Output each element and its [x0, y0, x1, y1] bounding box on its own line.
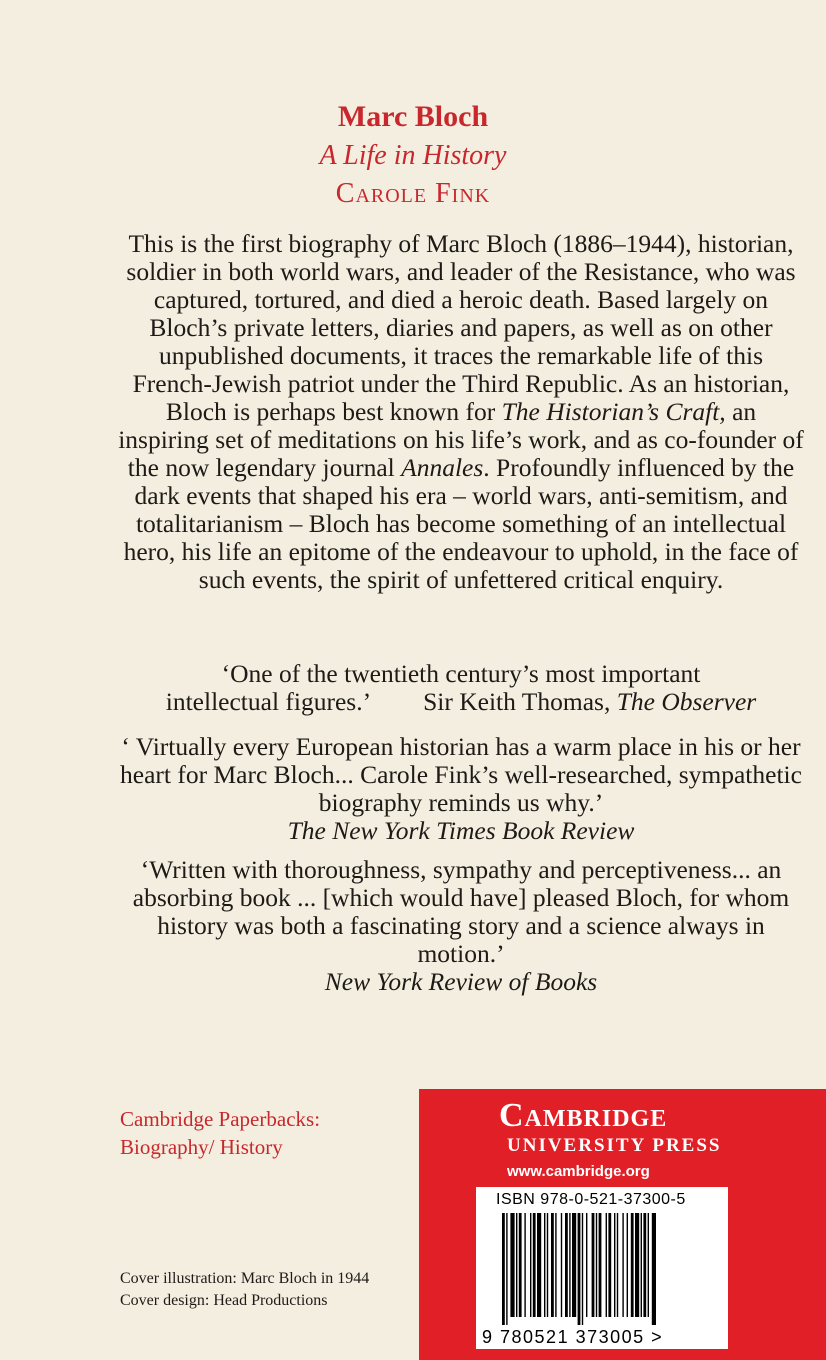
series-line-1: Cambridge Paperbacks:: [120, 1107, 321, 1131]
cover-credits: [120, 1268, 369, 1312]
blurb-annales: Annales: [401, 453, 484, 482]
book-title: Marc Bloch: [337, 100, 489, 133]
publisher-name: Cambridge: [499, 1097, 668, 1134]
publisher-panel: [419, 1089, 826, 1360]
blurb-part-2: an inspiring set of meditations on his life’s work, and as co-founder of the now legendary journal: [118, 397, 804, 482]
barcode-number: 9 780521 373005 >: [482, 1327, 664, 1347]
cover-design-credit: Cover design: Head Productions: [120, 1292, 328, 1309]
review-quote-1: [116, 660, 806, 716]
description-blurb: [118, 230, 804, 594]
series-line-2: Biography/ History: [120, 1135, 283, 1159]
blurb-craft-title: The Historian’s Craft,: [501, 397, 726, 426]
quote-1-line-2-wrap: [116, 688, 806, 716]
quote-2-text: ‘ Virtually every European historian has a warm place in his or her heart for Marc Bloch... Carole Fink’s well-researched, sympathetic biography reminds us why.’: [120, 732, 802, 817]
review-quote-2: [116, 733, 806, 845]
quote-1-line-1: ‘One of the twentieth century’s most important: [221, 659, 701, 688]
blurb-part-3: . Profoundly influenced by the dark events that shaped his era – world wars, anti-semitism, and totalitarianism – Bloch has become something of an intellectual hero, his life an epitome of the endeavour to uphold, in the face of such events, the spirit of unfettered critical enquiry.: [123, 453, 799, 594]
series-label: [120, 1105, 320, 1161]
quote-1-source-pub: The Observer: [616, 687, 757, 716]
barcode-box: [476, 1187, 728, 1349]
publisher-url: www.cambridge.org: [507, 1163, 650, 1180]
publisher-press: UNIVERSITY PRESS: [507, 1135, 722, 1156]
quote-2-source: The New York Times Book Review: [287, 816, 635, 845]
cover-illustration-credit: Cover illustration: Marc Bloch in 1944: [120, 1270, 370, 1287]
quote-3-text: ‘Written with thoroughness, sympathy and perceptiveness... an absorbing book ... [which would have] pleased Bloch, for whom history was both a fascinating story and a science always in motion.’: [132, 855, 790, 968]
review-quote-3: [116, 856, 806, 996]
barcode-icon: [502, 1213, 702, 1325]
book-author: Carole Fink: [335, 178, 491, 209]
quote-1-source-person: Sir Keith Thomas,: [423, 687, 617, 716]
quote-1-line-2: intellectual figures.’: [165, 687, 372, 716]
blurb-part-1: This is the first biography of Marc Bloch (1886–1944), historian, soldier in both world wars, and leader of the Resistance, who was captured, tortured, and died a heroic death. Based largely on Bloch’s private letters, diaries and papers, as well as on other unpublished documents, it traces the remarkable life of this French-Jewish patriot under the Third Republic. As an historian, Bloch is perhaps best known for: [126, 229, 796, 426]
quote-1-source: [423, 687, 756, 716]
quote-3-source: New York Review of Books: [324, 967, 598, 996]
isbn-label: ISBN 978-0-521-37300-5: [496, 1191, 686, 1208]
book-subtitle: A Life in History: [319, 140, 507, 171]
